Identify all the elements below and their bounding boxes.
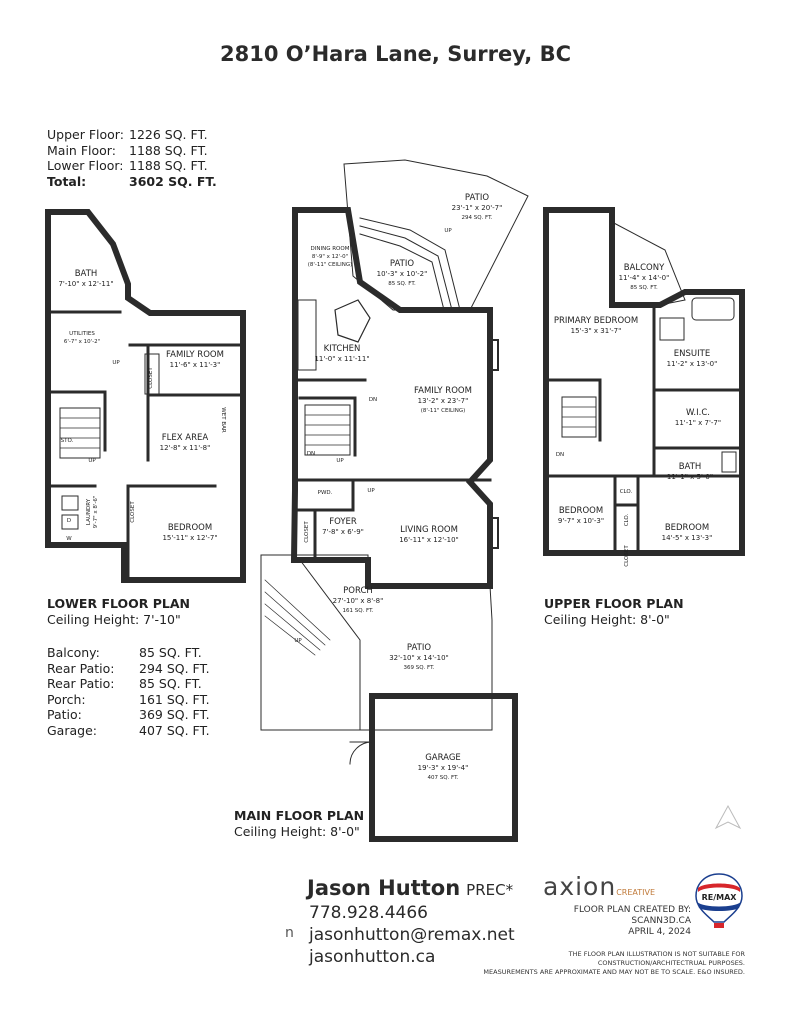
room-dimension: 19'-3" x 19'-4": [417, 764, 469, 772]
room-name: BATH: [74, 269, 98, 279]
area-value: 85 SQ. FT.: [139, 645, 202, 660]
room-dimension: 8'-9" x 12'-0": [311, 254, 349, 260]
plan-name: UPPER FLOOR PLAN: [544, 596, 684, 611]
logo-text: axion: [543, 872, 617, 901]
area-value: 369 SQ. FT.: [139, 707, 210, 722]
closet-label: CLOSET: [304, 521, 310, 543]
room-name: PORCH: [343, 586, 373, 596]
agent-name-text: Jason Hutton: [307, 876, 461, 900]
room-dimension: 14'-5" x 13'-3": [661, 534, 713, 542]
stair-down-label: DN: [368, 397, 378, 403]
room-name: BEDROOM: [558, 506, 604, 516]
area-label: Garage:: [47, 722, 97, 738]
area-value: 294 SQ. FT.: [139, 660, 210, 676]
room-note: (8'-11" CEILING): [420, 408, 466, 414]
room-dimension: 11'-1" x 5'-0": [666, 473, 714, 481]
agent-phone[interactable]: 778.928.4466: [309, 903, 428, 923]
room-area: 85 SQ. FT.: [388, 281, 416, 287]
room-name: FLEX AREA: [161, 433, 209, 443]
room-name: BEDROOM: [167, 523, 213, 533]
room-dimension: 27'-10" x 8'-8": [332, 597, 384, 605]
stair-up-label: UP: [444, 228, 452, 234]
room-dimension: 12'-8" x 11'-8": [159, 444, 211, 452]
room-name: PATIO: [389, 259, 415, 269]
room-name: FAMILY ROOM: [166, 350, 224, 360]
room-dimension: 11'-6" x 11'-3": [169, 361, 221, 369]
room-name: KITCHEN: [323, 344, 361, 354]
outdoor-area-summary: [47, 645, 210, 738]
room-name: PATIO: [464, 193, 490, 203]
room-dimension: 9'-7" x 10'-3": [557, 517, 605, 525]
upper-floor-plan-title: [544, 596, 684, 628]
closet-label: CLOSET: [130, 501, 136, 523]
disclaimer-line: MEASUREMENTS ARE APPROXIMATE AND MAY NOT BE TO SCALE. E&O INSURED.: [483, 968, 745, 976]
area-value: 1226 SQ. FT.: [129, 127, 208, 142]
main-floor-plan-title: [234, 808, 364, 840]
agent-website[interactable]: jasonhutton.ca: [309, 947, 436, 967]
stair-down-label: DN: [306, 451, 316, 457]
remax-balloon-logo: [694, 872, 744, 930]
plan-ceiling-height: Ceiling Height: 7'-10": [47, 612, 181, 627]
room-name: PATIO: [406, 643, 432, 653]
dryer-label: D: [66, 518, 72, 524]
area-label: Main Floor:: [47, 142, 116, 158]
area-label: Upper Floor:: [47, 127, 124, 142]
area-label: Lower Floor:: [47, 158, 124, 173]
floor-plan-credit: [574, 905, 691, 938]
room-name: ENSUITE: [673, 349, 711, 359]
room-dimension: 11'-0" x 11'-11": [314, 355, 370, 363]
area-value: 85 SQ. FT.: [139, 676, 202, 691]
lower-floor-walls: [48, 212, 243, 580]
room-name: W.I.C.: [686, 408, 710, 418]
axion-creative-logo: [543, 872, 655, 901]
closet-label: CLO.: [619, 489, 633, 495]
stair-up-label: UP: [367, 488, 375, 494]
area-label: Rear Patio:: [47, 660, 115, 676]
stair-up-label: UP: [294, 638, 302, 644]
room-dimension: 23'-1" x 20'-7": [451, 204, 503, 212]
room-dimension: 7'-10" x 12'-11": [58, 280, 114, 288]
room-dimension: 32'-10" x 14'-10": [389, 654, 449, 662]
agent-email[interactable]: jasonhutton@remax.net: [309, 925, 515, 945]
remax-text: RE/MAX: [701, 893, 737, 902]
wet-bar-label: WET BAR: [220, 407, 226, 433]
storage-label: STO.: [60, 438, 74, 444]
room-name: BATH: [678, 462, 702, 472]
plan-ceiling-height: Ceiling Height: 8'-0": [544, 612, 670, 627]
room-area: 161 SQ. FT.: [342, 608, 374, 614]
room-name: GARAGE: [425, 753, 461, 763]
plan-name: LOWER FLOOR PLAN: [47, 596, 190, 611]
credit-line: SCANN3D.CA: [631, 916, 691, 926]
closet-label: CLOSET: [148, 367, 154, 389]
stair-down-label: DN: [555, 452, 565, 458]
room-name: DINING ROOM: [310, 246, 350, 252]
area-value: 3602 SQ. FT.: [129, 173, 217, 189]
room-name: LIVING ROOM: [400, 525, 458, 535]
room-dimension: 7'-8" x 6'-9": [322, 528, 364, 536]
room-name: FAMILY ROOM: [414, 386, 472, 396]
room-name: BEDROOM: [664, 523, 710, 533]
room-dimension: 9'-7" x 8'-6": [93, 495, 99, 529]
washer-label: W: [66, 536, 72, 542]
agent-designation: PREC*: [466, 881, 514, 899]
disclaimer-line: CONSTRUCTION/ARCHITECTRUAL PURPOSES.: [597, 959, 745, 967]
room-dimension: 15'-11" x 12'-7": [162, 534, 218, 542]
room-dimension: 11'-4" x 14'-0": [618, 274, 670, 282]
room-dimension: 10'-3" x 10'-2": [376, 270, 428, 278]
room-dimension: 16'-11" x 12'-10": [399, 536, 459, 544]
room-note: (8'-11" CEILING): [307, 262, 353, 268]
area-label: Porch:: [47, 691, 86, 707]
closet-label: CLO.: [624, 513, 630, 527]
area-value: 1188 SQ. FT.: [129, 158, 208, 173]
stair-up-label: UP: [336, 458, 344, 464]
room-area: 407 SQ. FT.: [427, 775, 459, 781]
area-label: Balcony:: [47, 645, 100, 660]
area-label: Rear Patio:: [47, 676, 115, 691]
stair-up-label: UP: [112, 360, 120, 366]
agent-name: [307, 876, 513, 900]
area-label: Total:: [47, 173, 87, 189]
credit-line: FLOOR PLAN CREATED BY:: [573, 905, 691, 915]
room-area: 369 SQ. FT.: [403, 665, 435, 671]
stray-glyph: n: [285, 925, 294, 941]
lower-floor-plan-title: [47, 596, 190, 628]
room-dimension: 11'-1" x 7'-7": [674, 419, 722, 427]
logo-subtext: CREATIVE: [616, 888, 656, 897]
area-value: 161 SQ. FT.: [139, 691, 210, 707]
room-name: UTILITIES: [69, 331, 95, 337]
room-dimension: 13'-2" x 23'-7": [417, 397, 469, 405]
room-dimension: 6'-7" x 10'-2": [63, 339, 101, 345]
disclaimer: [420, 950, 745, 977]
plan-name: MAIN FLOOR PLAN: [234, 808, 365, 823]
area-value: 1188 SQ. FT.: [129, 142, 208, 158]
room-area: 85 SQ. FT.: [630, 285, 658, 291]
page-title: 2810 O’Hara Lane, Surrey, BC: [219, 42, 571, 66]
area-label: Patio:: [47, 707, 82, 722]
room-name: PRIMARY BEDROOM: [553, 316, 639, 326]
disclaimer-line: THE FLOOR PLAN ILLUSTRATION IS NOT SUITABLE FOR: [568, 950, 745, 958]
room-dimension: 15'-3" x 31'-7": [570, 327, 622, 335]
room-name: BALCONY: [623, 263, 665, 273]
room-name: LAUNDRY: [86, 498, 92, 526]
plan-ceiling-height: Ceiling Height: 8'-0": [234, 824, 360, 839]
stair-up-label: UP: [88, 458, 96, 464]
room-area: 294 SQ. FT.: [461, 215, 493, 221]
area-value: 407 SQ. FT.: [139, 722, 210, 738]
room-name: FOYER: [329, 517, 357, 527]
closet-label: CLOSET: [624, 545, 630, 567]
powder-room-label: PWD.: [317, 490, 333, 496]
room-dimension: 11'-2" x 13'-0": [666, 360, 718, 368]
compass-rose-icon: [716, 806, 740, 828]
credit-line: APRIL 4, 2024: [628, 927, 691, 937]
upper-floor-walls: [546, 210, 742, 553]
